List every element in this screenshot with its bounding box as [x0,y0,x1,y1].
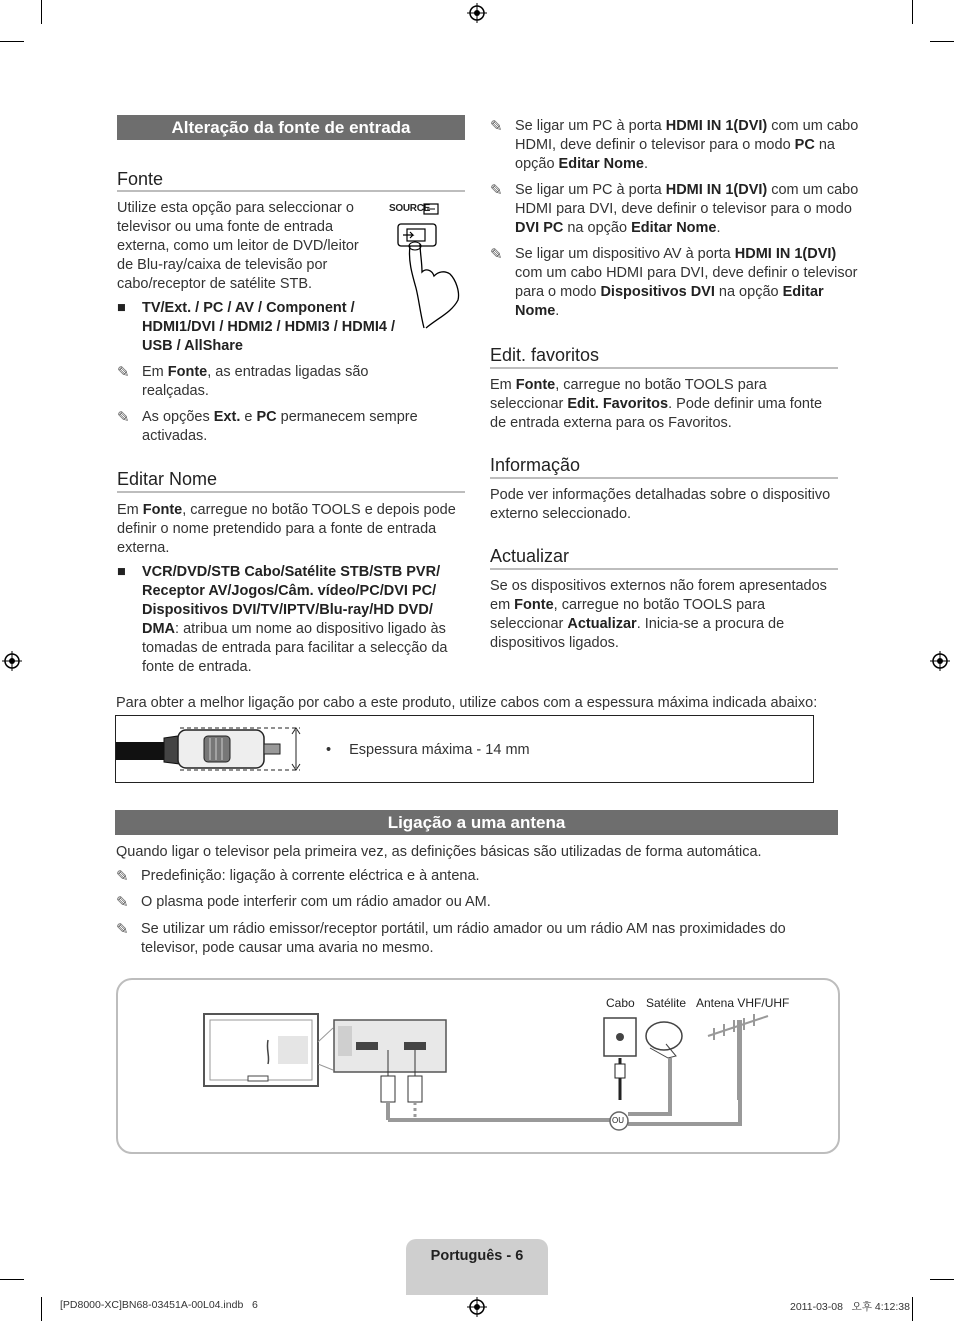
heading-rule [490,568,838,570]
pencil-note-icon: ✎ [116,921,129,938]
section-title-source-change: Alteração da fonte de entrada [117,115,465,140]
source-list-text: TV/Ext. / PC / AV / Component / HDMI1/DVI / HDMI2 / HDMI3 / HDMI4 / USB / AllShare [142,300,395,354]
label-satelite: Satélite [646,996,687,1010]
crop-mark [912,0,913,24]
label-cabo: Cabo [606,996,635,1010]
heading-informacao: Informação [490,455,581,475]
editar-nome-list-item: ■ VCR/DVD/STB Cabo/Satélite STB/STB PVR/ Receptor AV/Jogos/Câm. vídeo/PC/DVI PC/ Dispositivos DVI/TV/IPTV/Blu-ray/HD DVD/ DMA: atribua um nome ao dispositivo ligado às tomadas de entrada para facilitar a selecção da fonte de entrada. [117,564,448,675]
page-number-label: Português - 6 [430,1248,524,1264]
pencil-note-icon: ✎ [116,894,129,911]
source-button-illustration [386,200,466,332]
thickness-bullet: • Espessura máxima - 14 mm [326,742,530,758]
label-antena: Antena VHF/UHF [696,996,790,1010]
heading-actualizar: Actualizar [490,546,570,566]
note-fonte-highlight: ✎ Em Fonte, as entradas ligadas são realçadas. [117,364,369,399]
source-list-item [117,299,398,356]
crop-mark [930,41,954,42]
crop-mark [912,1297,913,1321]
note-hdmi-dvi-pc: ✎ Se ligar um PC à porta HDMI IN 1(DVI) com um cabo HDMI para DVI, deve definir o televisor para o modo DVI PC na opção Editar Nome. [490,182,859,236]
pencil-note-icon: ✎ [490,182,503,199]
file-info: [PD8000-XC]BN68-03451A-00L04.indb 6 [60,1299,258,1311]
crop-mark [41,0,42,24]
antenna-intro: Quando ligar o televisor pela primeira vez, as definições básicas são utilizadas de forma automática. [116,844,762,860]
source-button-label: SOURCE [389,203,430,214]
section-title-antenna: Ligação a uma antena [115,810,838,835]
pencil-note-icon: ✎ [490,118,503,135]
label-ou: OU [612,1116,624,1125]
editar-nome-text: Em Fonte, carregue no botão TOOLS e depois pode definir o nome pretendido para a fonte de entrada externa. [117,502,456,556]
heading-rule [117,190,465,192]
registration-mark-icon [467,1297,487,1317]
informacao-text: Pode ver informações detalhadas sobre o dispositivo externo seleccionado. [490,487,831,522]
cable-thickness-box [115,715,814,783]
registration-mark-icon [930,651,950,671]
square-bullet-icon: ■ [117,300,126,316]
heading-rule [117,491,465,493]
note-hdmi-pc: ✎ Se ligar um PC à porta HDMI IN 1(DVI) com um cabo HDMI, deve definir o televisor para o modo PC na opção Editar Nome. [490,118,859,172]
cable-plug-illustration [116,724,316,774]
note-default-setting: ✎ Predefinição: ligação à corrente eléctrica e à antena. [116,868,480,885]
crop-mark [41,1297,42,1321]
registration-mark-icon [2,651,22,671]
pencil-note-icon: ✎ [117,364,130,381]
note-plasma-interference: ✎ O plasma pode interferir com um rádio amador ou AM. [116,894,491,911]
heading-rule [490,477,838,479]
heading-rule [490,367,838,369]
hand-pressing-button-icon [386,200,466,332]
note-hdmi-av: ✎ Se ligar um dispositivo AV à porta HDMI IN 1(DVI) com um cabo HDMI para DVI, deve definir o televisor para o modo Dispositivos DVI na opção Editar Nome. [490,246,858,319]
pencil-note-icon: ✎ [117,409,130,426]
favoritos-text: Em Fonte, carregue no botão TOOLS para seleccionar Edit. Favoritos. Pode definir uma fonte de entrada externa para os Favoritos. [490,377,823,431]
actualizar-text: Se os dispositivos externos não forem apresentados em Fonte, carregue no botão TOOLS para seleccionar Actualizar. Inicia-se a procura de dispositivos ligados. [490,578,827,651]
pencil-note-icon: ✎ [116,868,129,885]
heading-edit-favoritos: Edit. favoritos [490,345,600,365]
antenna-connection-diagram [116,978,840,1154]
heading-editar-nome: Editar Nome [117,469,218,489]
crop-mark [0,41,24,42]
cable-intro: Para obter a melhor ligação por cabo a este produto, utilize cabos com a espessura máxima indicada abaixo: [116,695,818,711]
note-fonte-options: ✎ As opções Ext. e PC permanecem sempre activadas. [117,409,418,444]
note-radio-damage: ✎ Se utilizar um rádio emissor/receptor portátil, um rádio amador ou um rádio AM nas proximidades do televisor, pode causar uma avaria no mesmo. [116,921,786,956]
bullet-dot: • [326,742,332,758]
crop-mark [0,1279,24,1280]
registration-mark-icon [467,3,487,23]
print-timestamp: 2011-03-08 오후 4:12:38 [790,1301,910,1313]
crop-mark [930,1279,954,1280]
pencil-note-icon: ✎ [490,246,503,263]
square-bullet-icon: ■ [117,564,126,580]
fonte-intro: Utilize esta opção para seleccionar o televisor ou uma fonte de entrada externa, como um leitor de DVD/leitor de Blu-ray/caixa de televisão por cabo/receptor de satélite STB. [117,200,359,292]
page-number-tab [406,1239,548,1295]
heading-fonte: Fonte [117,169,164,189]
